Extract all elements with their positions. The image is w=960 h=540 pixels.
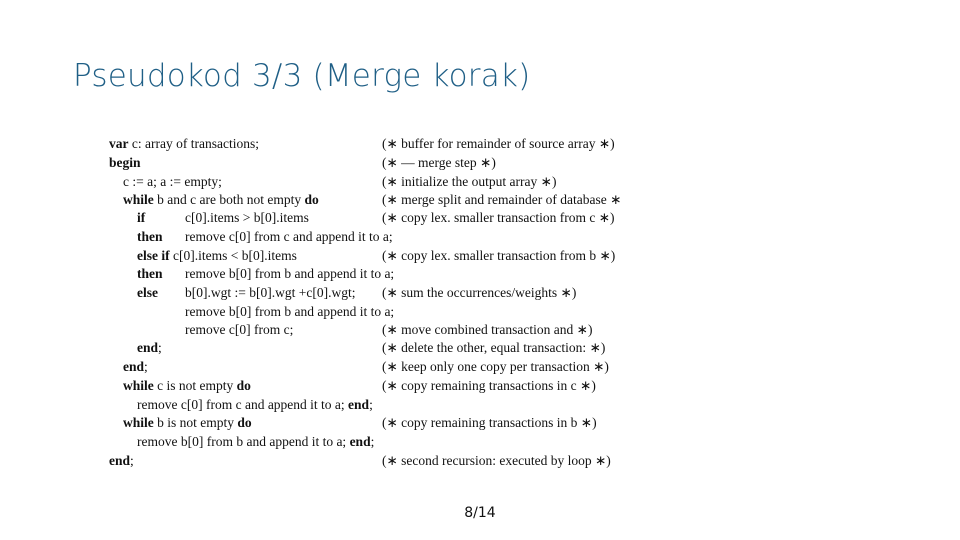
code-line (0, 155, 960, 174)
code-line (0, 415, 960, 434)
code-keyword: else (137, 285, 158, 300)
code-comment: (∗ merge split and remainder of database ∗ (382, 192, 622, 207)
code-line (0, 304, 960, 323)
code-text: remove c[0] from c and append it to a; (185, 229, 393, 244)
code-line (0, 229, 960, 248)
code-keyword: then (137, 229, 163, 244)
code-text: while c is not empty do (123, 378, 251, 393)
code-line (0, 248, 960, 267)
code-text: begin (109, 155, 141, 170)
code-text: c := a; a := empty; (123, 174, 222, 189)
code-text: end; (137, 340, 162, 355)
code-comment: (∗ — merge step ∗) (382, 155, 496, 170)
code-line (0, 174, 960, 193)
code-text: remove b[0] from b and append it to a; (185, 304, 395, 319)
code-line (0, 210, 960, 229)
code-keyword: then (137, 266, 163, 281)
code-text: remove b[0] from b and append it to a; end; (137, 434, 375, 449)
code-line (0, 340, 960, 359)
code-text: while b is not empty do (123, 415, 252, 430)
code-comment: (∗ delete the other, equal transaction: ∗) (382, 340, 606, 355)
code-text: remove b[0] from b and append it to a; (185, 266, 395, 281)
code-text: var c: array of transactions; (109, 136, 259, 151)
code-text: while b and c are both not empty do (123, 192, 319, 207)
code-text: else if c[0].items < b[0].items (137, 248, 297, 263)
code-line (0, 397, 960, 416)
code-keyword: if (137, 210, 146, 225)
code-comment: (∗ copy remaining transactions in c ∗) (382, 378, 596, 393)
code-line (0, 434, 960, 453)
code-text: remove c[0] from c and append it to a; end; (137, 397, 373, 412)
code-line (0, 285, 960, 304)
code-line (0, 378, 960, 397)
code-text: c[0].items > b[0].items (185, 210, 309, 225)
code-comment: (∗ sum the occurrences/weights ∗) (382, 285, 577, 300)
code-comment: (∗ keep only one copy per transaction ∗) (382, 359, 609, 374)
code-comment: (∗ initialize the output array ∗) (382, 174, 557, 189)
code-comment: (∗ buffer for remainder of source array ∗) (382, 136, 615, 151)
code-line (0, 359, 960, 378)
code-line (0, 136, 960, 155)
code-text: end; (109, 453, 134, 468)
code-line (0, 192, 960, 211)
code-text: end; (123, 359, 148, 374)
code-text: remove c[0] from c; (185, 322, 294, 337)
code-comment: (∗ second recursion: executed by loop ∗) (382, 453, 611, 468)
slide-title: Pseudokod 3/3 (Merge korak) (73, 58, 531, 94)
code-line (0, 266, 960, 285)
code-line (0, 322, 960, 341)
code-comment: (∗ move combined transaction and ∗) (382, 322, 593, 337)
code-comment: (∗ copy lex. smaller transaction from c ∗) (382, 210, 615, 225)
page-number: 8/14 (464, 505, 496, 521)
code-text: b[0].wgt := b[0].wgt +c[0].wgt; (185, 285, 356, 300)
code-comment: (∗ copy remaining transactions in b ∗) (382, 415, 597, 430)
code-comment: (∗ copy lex. smaller transaction from b ∗) (382, 248, 616, 263)
code-line (0, 453, 960, 472)
